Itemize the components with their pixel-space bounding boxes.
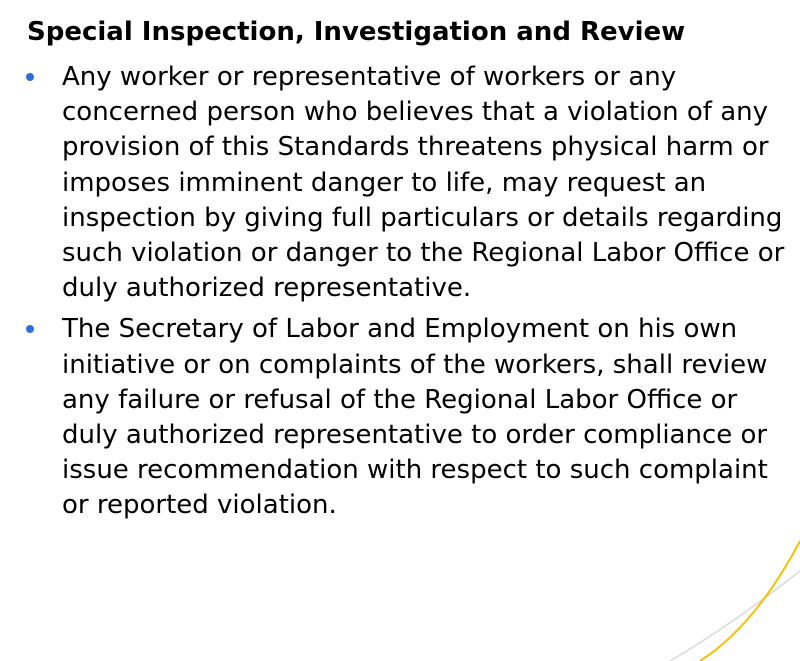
bullet-item	[22, 60, 792, 306]
bullet-dot-icon	[26, 73, 34, 81]
slide-heading: Special Inspection, Investigation and Review	[27, 17, 686, 47]
bullet-list	[22, 60, 792, 530]
swoosh-yellow-curve	[700, 541, 800, 661]
bullet-text: The Secretary of Labor and Employment on his own initiative or on complaints of the workers, shall review any failure or refusal of the Regional Labor Office or duly authorized representative to order compliance or issue recommendation with respect to such complaint or reported violation.	[62, 314, 768, 521]
bullet-dot-icon	[26, 325, 34, 333]
decorative-swoosh-icon	[660, 531, 800, 661]
bullet-item	[22, 312, 792, 523]
bullet-text: Any worker or representative of workers or any concerned person who believes that a violation of any provision of this Standards threatens physical harm or imposes imminent danger to life, may request an inspection by giving full particulars or details regarding such violation or danger to the Regional Labor Office or duly authorized representative.	[62, 62, 785, 304]
swoosh-gray-curve	[670, 571, 800, 661]
